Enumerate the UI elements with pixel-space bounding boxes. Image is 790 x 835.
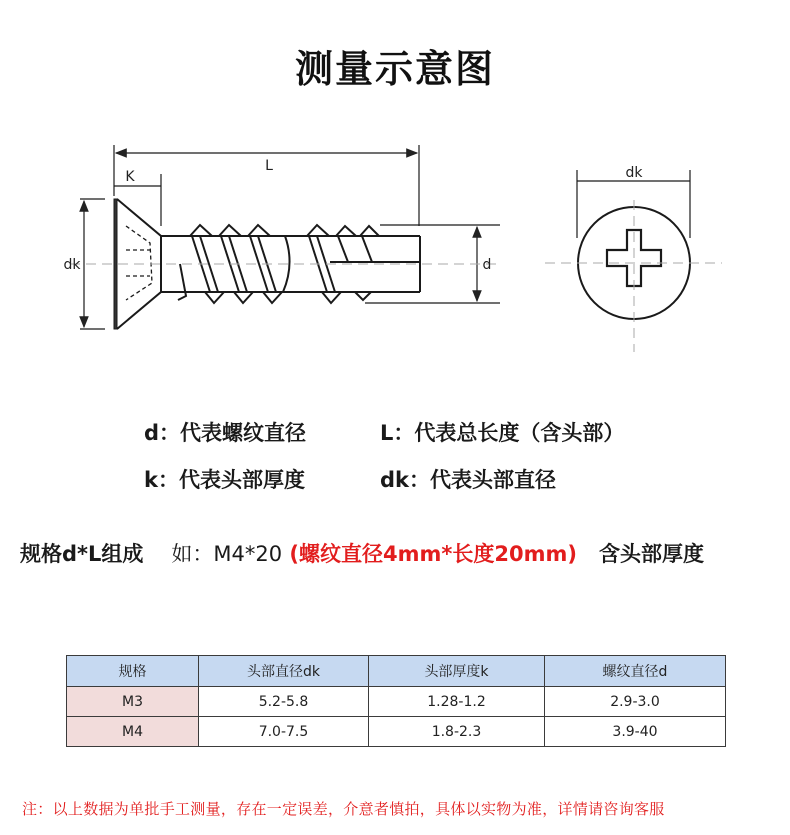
spec-line	[20, 538, 704, 568]
legend-k: k：代表头部厚度	[144, 468, 305, 492]
cell-d: 2.9-3.0	[545, 687, 726, 717]
phillips-head-top-view-icon	[545, 170, 722, 352]
l-dimension-label: L	[265, 158, 273, 174]
spec-suffix: 含头部厚度	[598, 542, 704, 566]
spec-example-detail: (螺纹直径4mm*长度20mm)	[289, 542, 577, 566]
header-spec: 规格	[67, 656, 199, 687]
measurement-diagram	[0, 0, 790, 380]
cell-dk: 5.2-5.8	[199, 687, 369, 717]
k-dimension-label: K	[125, 169, 135, 185]
table-header-row	[67, 656, 726, 687]
cell-dk: 7.0-7.5	[199, 717, 369, 747]
d-dimension-label: d	[482, 257, 492, 273]
cell-spec: M4	[67, 717, 199, 747]
size-table	[66, 655, 726, 747]
spec-example-label: 如：M4*20	[171, 542, 283, 566]
cell-k: 1.8-2.3	[369, 717, 545, 747]
header-head-thickness: 头部厚度k	[369, 656, 545, 687]
cell-k: 1.28-1.2	[369, 687, 545, 717]
table-row	[67, 687, 726, 717]
legend-dk: dk：代表头部直径	[380, 468, 556, 492]
header-head-diameter: 头部直径dk	[199, 656, 369, 687]
disclaimer-note: 注：以上数据为单批手工测量，存在一定误差，介意者慎拍，具体以实物为准，详情请咨询客服	[22, 800, 665, 818]
legend-l: L：代表总长度（含头部）	[380, 421, 625, 445]
cell-spec: M3	[67, 687, 199, 717]
cell-d: 3.9-40	[545, 717, 726, 747]
legend-d: d：代表螺纹直径	[144, 421, 307, 445]
top-dk-label: dk	[625, 165, 643, 181]
table-row	[67, 717, 726, 747]
spec-prefix: 规格d*L组成	[20, 542, 144, 566]
page-title: 测量示意图	[294, 47, 495, 91]
dk-dimension-label: dk	[63, 257, 81, 273]
header-thread-diameter: 螺纹直径d	[545, 656, 726, 687]
